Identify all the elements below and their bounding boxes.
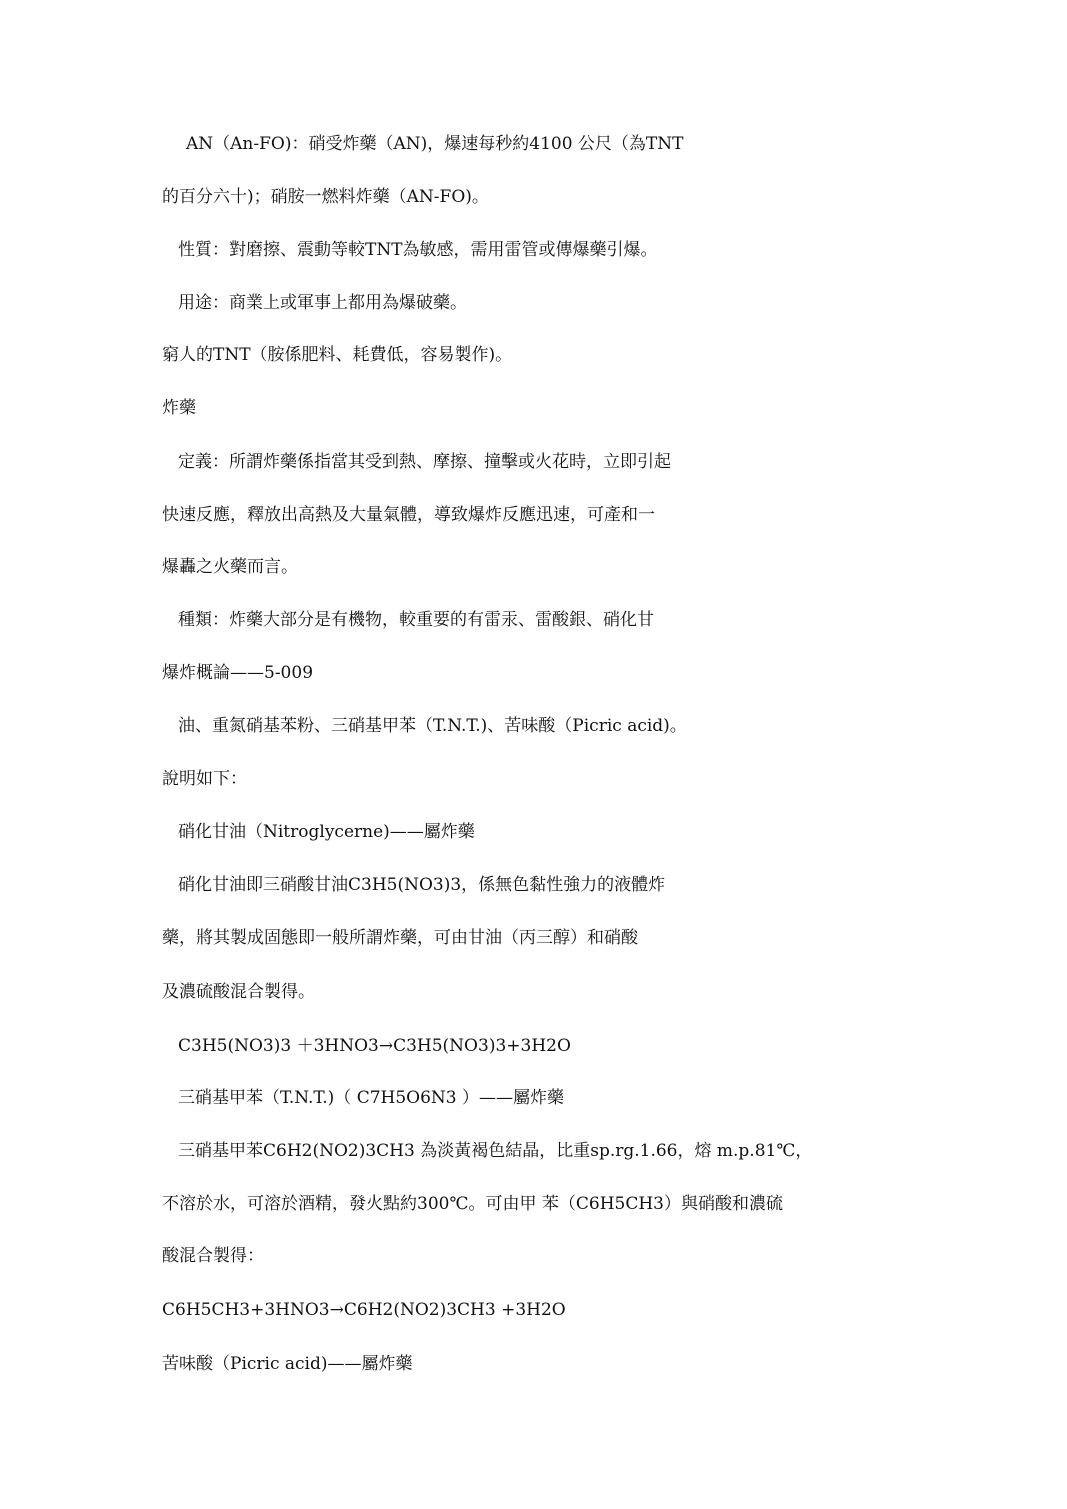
text-line: 硝化甘油即三硝酸甘油C3H5(NO3)3，係無色黏性強力的液體炸 — [178, 875, 666, 895]
section-heading: 炸藥 — [162, 398, 196, 418]
text-line: 酸混合製得： — [162, 1246, 264, 1266]
chemical-equation: C6H5CH3+3HNO3→C6H2(NO2)3CH3 +3H2O — [162, 1300, 566, 1320]
page-footer-label: 爆炸概論——5-009 — [162, 663, 314, 683]
text-line: 種類：炸藥大部分是有機物，較重要的有雷汞、雷酸銀、硝化甘 — [178, 610, 654, 630]
text-line: 快速反應，釋放出高熱及大量氣體，導致爆炸反應迅速，可產和一 — [162, 505, 655, 525]
text-line: 苦味酸（Picric acid)——屬炸藥 — [162, 1354, 413, 1374]
text-line: 說明如下： — [162, 769, 247, 789]
text-line: AN（An-FO)：硝受炸藥（AN)，爆速每秒約4100 公尺（為TNT — [186, 134, 684, 154]
text-line: 三硝基甲苯C6H2(NO2)3CH3 為淡黃褐色結晶，比重sp.rg.1.66，熔 m.p.81℃， — [178, 1141, 813, 1161]
text-line: 性質：對磨擦、震動等較TNT為敏感，需用雷管或傳爆藥引爆。 — [178, 240, 658, 260]
text-line: 藥，將其製成固態即一般所謂炸藥，可由甘油（丙三醇）和硝酸 — [162, 928, 638, 948]
text-line: 三硝基甲苯（T.N.T.)（ C7H5O6N3 ）——屬炸藥 — [178, 1088, 565, 1108]
text-line: 不溶於水，可溶於酒精，發火點約300℃。可由甲 苯（C6H5CH3）與硝酸和濃硫 — [162, 1194, 783, 1214]
text-line: 爆轟之火藥而言。 — [162, 557, 298, 577]
text-line: 的百分六十)；硝胺一燃料炸藥（AN-FO)。 — [162, 187, 489, 207]
text-line: 硝化甘油（Nitroglycerne)——屬炸藥 — [178, 822, 475, 842]
text-line: 用途：商業上或軍事上都用為爆破藥。 — [178, 293, 467, 313]
text-line: 油、重氮硝基苯粉、三硝基甲苯（T.N.T.)、苦味酸（Picric acid)。 — [178, 716, 687, 736]
text-line: 定義：所謂炸藥係指當其受到熱、摩擦、撞擊或火花時，立即引起 — [178, 452, 671, 472]
text-line: 及濃硫酸混合製得。 — [162, 982, 315, 1002]
text-line: 窮人的TNT（胺係肥料、耗費低，容易製作)。 — [162, 345, 513, 365]
chemical-equation: C3H5(NO3)3 ＋3HNO3→C3H5(NO3)3+3H2O — [178, 1036, 571, 1056]
